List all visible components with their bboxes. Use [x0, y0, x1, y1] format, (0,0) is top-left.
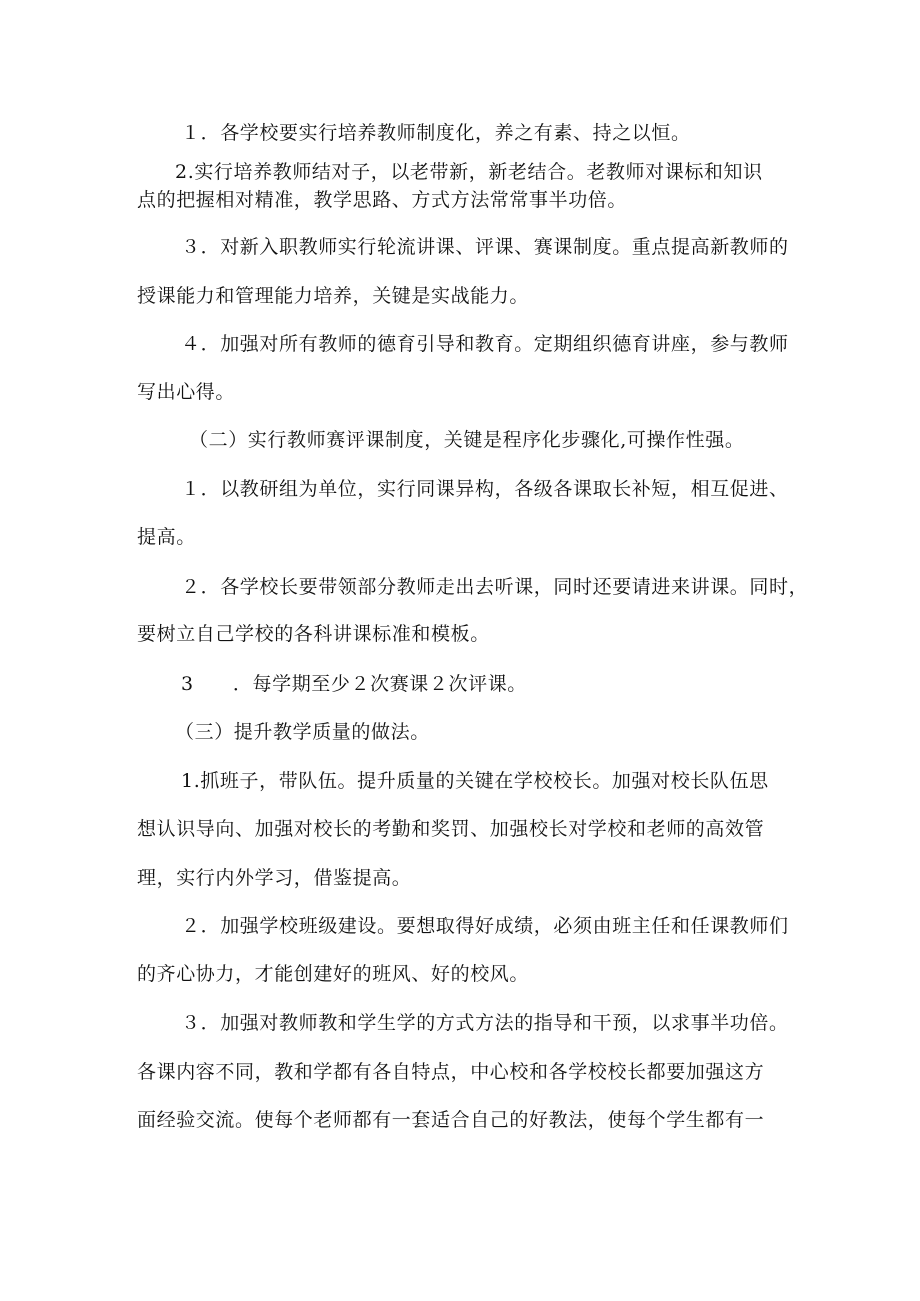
- paragraph-2-line-2: 点的把握相对精准，教学思路、方式方法常常事半功倍。: [137, 189, 628, 211]
- paragraph-10-line-1: ３．加强对教师教和学生学的方式方法的指导和干预，以求事半功倍。: [181, 1012, 789, 1034]
- section-heading-3: （三）提升教学质量的做法。: [175, 721, 430, 743]
- paragraph-6-line-1: ２．各学校长要带领部分教师走出去听课，同时还要请进来讲课。同时，: [181, 576, 809, 598]
- paragraph-8-line-3: 理，实行内外学习，借鉴提高。: [137, 867, 412, 889]
- paragraph-8-line-1: 1.抓班子，带队伍。提升质量的关键在学校校长。加强对校长队伍思: [181, 770, 769, 792]
- paragraph-9-line-1: ２．加强学校班级建设。要想取得好成绩，必须由班主任和任课教师们: [181, 915, 789, 937]
- paragraph-1-line-1: １．各学校要实行培养教师制度化，养之有素、持之以恒。: [181, 122, 691, 144]
- paragraph-3-line-1: ３．对新入职教师实行轮流讲课、评课、赛课制度。重点提高新教师的: [181, 236, 789, 258]
- paragraph-4-line-1: ４．加强对所有教师的德育引导和教育。定期组织德育讲座，参与教师: [181, 333, 789, 355]
- paragraph-10-line-3: 面经验交流。使每个老师都有一套适合自己的好教法，使每个学生都有一: [137, 1109, 765, 1131]
- paragraph-6-line-2: 要树立自己学校的各科讲课标准和模板。: [137, 623, 490, 645]
- paragraph-4-line-2: 写出心得。: [137, 381, 236, 403]
- paragraph-10-line-2: 各课内容不同，教和学都有各自特点，中心校和各学校校长都要加强这方: [137, 1061, 765, 1083]
- section-heading-2: （二）实行教师赛评课制度，关键是程序化步骤化,可操作性强。: [189, 429, 745, 451]
- paragraph-7-line-1: 3 ．每学期至少２次赛课２次评课。: [181, 673, 527, 695]
- paragraph-3-line-2: 授课能力和管理能力培养，关键是实战能力。: [137, 285, 530, 307]
- paragraph-5-line-2: 提高。: [137, 526, 196, 548]
- paragraph-2-line-1: 2.实行培养教师结对子，以老带新，新老结合。老教师对课标和知识: [175, 161, 763, 183]
- paragraph-8-line-2: 想认识导向、加强对校长的考勤和奖罚、加强校长对学校和老师的高效管: [137, 818, 765, 840]
- paragraph-9-line-2: 的齐心协力，才能创建好的班风、好的校风。: [137, 963, 530, 985]
- paragraph-5-line-1: １．以教研组为单位，实行同课异构，各级各课取长补短，相互促进、: [181, 478, 789, 500]
